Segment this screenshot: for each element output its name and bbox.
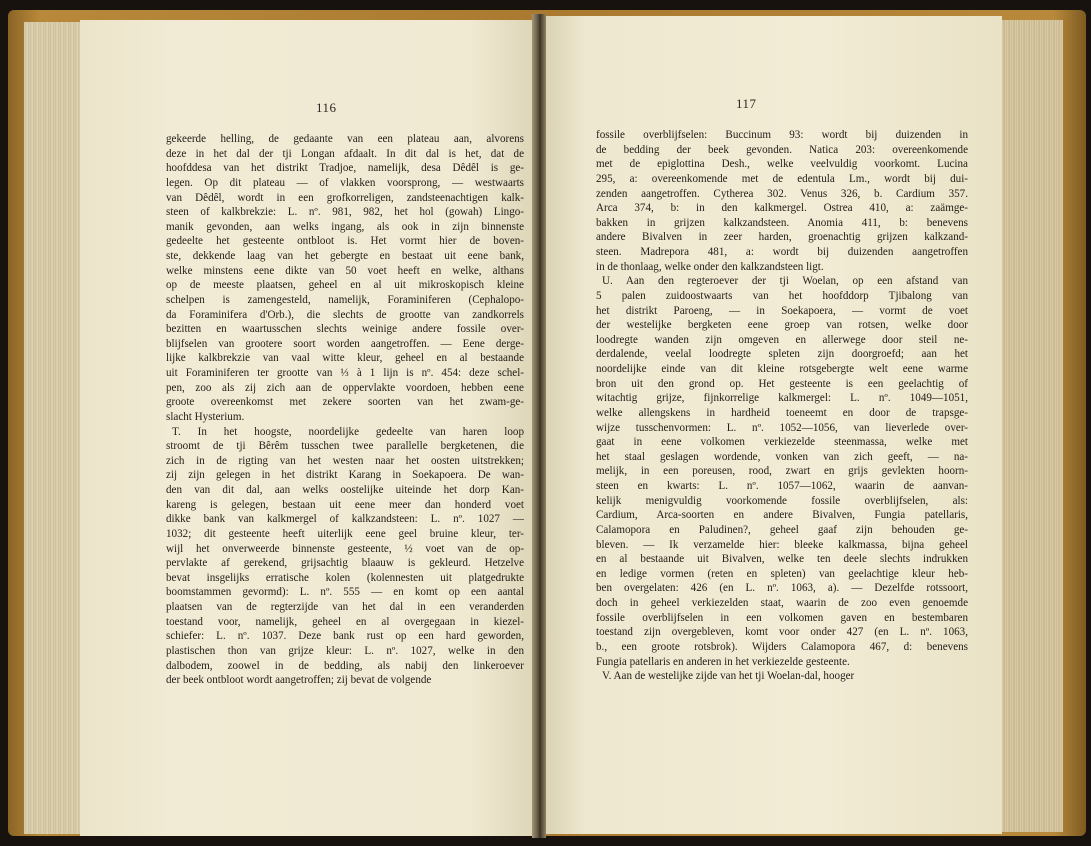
- text-line: andere Bivalven in zeer harden, groenachtig grijzen kalkzand-: [596, 231, 968, 244]
- text-line: zich in de rigting van het westen naar het oosten uitstrekken;: [166, 454, 524, 467]
- text-line: pen, zoo als zij zich aan de oppervlakte voordoen, hebben eene: [166, 381, 524, 394]
- text-line: en ledige vormen (reten en spleten) van geelachtige kleur heb-: [596, 567, 968, 580]
- text-line: lijke kalkbrekzie van vaal witte kleur, geheel en al bestaande: [166, 352, 524, 365]
- text-line: 1032; dit gesteente heeft uiterlijk eene geel bruine kleur, ter-: [166, 527, 524, 540]
- text-line: Cardium, Arca-soorten en andere Bivalven, Fungia patellaris,: [596, 509, 968, 522]
- text-line: slacht Hysterium.: [166, 410, 245, 423]
- text-line: en al bestaande uit Bivalven, welke ten deele slechts indrukken: [596, 553, 968, 566]
- text-line: plaatsen van de regterzijde van het dal in een veranderden: [166, 601, 524, 613]
- text-line: 295, a: overeenkomende met de edentula Lm., wordt bij dui-: [596, 172, 968, 185]
- text-line: V. Aan de westelijke zijde van het tji Woelan-dal, hooger: [602, 670, 855, 683]
- text-line: op de meeste plaatsen, geheel en al uit mikroskopisch kleine: [166, 279, 524, 292]
- text-line: bezitten en waartusschen slechts weinige andere fossile over-: [166, 323, 524, 336]
- text-line: steen. Madrepora 481, a: wordt bij duizenden aangetroffen: [596, 246, 968, 258]
- text-line: bleven. — Ik verzamelde hier: bleeke kalkmassa, bijna geheel: [596, 538, 968, 551]
- text-line: manik gevonden, aan welks ingang, als ook in zijn binnenste: [166, 220, 524, 233]
- text-line: derdalende, veelal loodregte spleten zijn doorgroefd; aan het: [596, 348, 968, 361]
- text-line: der beek ontbloot wordt aangetroffen; zij bevat de volgende: [166, 674, 432, 687]
- text-line: bevat insgelijks erratische kolen (kolennesten uit platgedrukte: [166, 571, 524, 584]
- body-text: [166, 132, 524, 688]
- text-line: melijk, in een poreusen, rood, zwart en grijs gevlekten hoorn-: [596, 465, 968, 478]
- text-line: witachtig grijze, fijnkorrelige kalkmergel: L. nº. 1049—1051,: [596, 392, 968, 405]
- text-line: hoofddesa van het distrikt Tradjoe, namelijk, desa Dêdêl is ge-: [166, 162, 524, 175]
- text-line: steen of kalkbrekzie: L. nº. 981, 982, het hol (gowah) Lingo-: [166, 206, 524, 219]
- text-line: welke minstens eene dikte van 50 voet heeft en welke, althans: [166, 264, 524, 277]
- text-line: welke allengskens in hardheid toeneemt en door de trapsge-: [596, 406, 968, 419]
- right-page: [540, 16, 1002, 834]
- page-number: 116: [316, 100, 337, 115]
- text-line: de bedding der beek gevonden. Natica 203: overeenkomende: [596, 143, 968, 156]
- text-line: fossile overblijfselen: Buccinum 93: wordt bij duizenden in: [596, 129, 968, 141]
- text-line: fossile overblijfselen in een volkomen gaven en bestembaren: [596, 611, 968, 624]
- text-line: boomstammen gevormd): L. nº. 555 — en komt op een aantal: [166, 586, 524, 599]
- text-line: der westelijke bergketen eene groep van rotsen, welke door: [596, 319, 968, 332]
- text-line: kelijk menigvuldig voorkomende fossile overblijfselen, als:: [596, 494, 968, 507]
- text-line: wijl het onverweerde binnenste gesteente, ½ voet van de op-: [166, 542, 524, 555]
- page-edges-right: [1000, 20, 1063, 832]
- text-line: in de thonlaag, welke onder den kalkzandsteen ligt.: [596, 260, 824, 273]
- text-line: groote overeenkomst met zekere soorten van het zwam-ge-: [166, 396, 524, 409]
- text-line: U. Aan den regteroever der tji Woelan, op een afstand van: [602, 275, 968, 288]
- text-line: wijze tusschenvormen: L. nº. 1052—1056, van lieverlede over-: [596, 421, 968, 434]
- text-line: ste, dekkende laag van het gebergte en bestaat uit eene bank,: [166, 250, 524, 262]
- text-line: plastischen thon van grijze kleur: L. nº. 1027, welke in den: [166, 644, 524, 657]
- text-line: Arca 374, b: in den kalkmergel. Ostrea 410, a: zaämge-: [596, 202, 968, 215]
- text-line: pervlakte af gerekend, grijsachtig blaauw is gekleurd. Hetzelve: [166, 557, 524, 570]
- text-line: deze in het dal der tji Longan afdaalt. In dit dal is het, dat de: [166, 147, 524, 160]
- text-line: stroomt de tji Bêrêm tusschen twee parallelle bergketenen, die: [166, 440, 524, 453]
- text-line: zij zijn gelegen in het distrikt Karang in Soekapoera. De wan-: [166, 469, 524, 482]
- text-line: Fungia patellaris en anderen in het verkiezelde gesteente.: [596, 655, 850, 668]
- text-line: dalbodem, zoowel in de bedding, als nabij den linkeroever: [166, 659, 524, 672]
- book-gutter: [532, 14, 546, 838]
- text-line: dikke bank van kalkmergel of kalkzandsteen: L. nº. 1027 —: [166, 513, 524, 526]
- text-line: uit Foraminiferen ter grootte van ⅓ à 1 lijn is nº. 454: deze schel-: [166, 367, 524, 379]
- text-line: het staal geslagen wordende, vonken van zich geeft, — na-: [596, 450, 968, 463]
- text-line: noordelijke einde van dit kleine rotsgebergte welt eene warme: [596, 363, 968, 375]
- text-line: zenden aangetroffen. Cytherea 302. Venus 326, b. Cardium 357.: [596, 187, 968, 200]
- text-line: legen. Op dit plateau — of vlakken voorsprong, — westwaarts: [166, 176, 524, 189]
- left-page: [80, 20, 538, 836]
- text-line: Calamopora en Paludinen?, geheel gaaf zijn behouden ge-: [596, 523, 968, 536]
- text-line: van Dêdêl, wordt in een grofkorreligen, zandsteenachtigen kalk-: [166, 191, 524, 204]
- text-line: da Foraminifera d'Orb.), die slechts de grootte van zandkorrels: [166, 308, 524, 321]
- text-line: b., een groote rotsbrok). Wijders Calamopora 467, d: benevens: [596, 640, 968, 653]
- text-line: schiefer: L. nº. 1037. Deze bank rust op een hard geworden,: [166, 630, 524, 643]
- text-line: gaat in eene volkomen verkiezelde steenmassa, welke met: [596, 436, 968, 449]
- text-line: bakken in grijzen kalkzandsteen. Anomia 411, b: benevens: [596, 216, 968, 229]
- text-line: loodregte wanden zijn omgeven en allerwege door steil ne-: [596, 333, 968, 346]
- text-line: het distrikt Paroeng, — in Soekapoera, — vormt de voet: [596, 304, 968, 317]
- text-line: blijfselen van grootere soort worden aangetroffen. — Eene derge-: [166, 337, 524, 350]
- text-line: met de epiglottina Desh., welke veelvuldig voorkomt. Lucina: [596, 158, 968, 171]
- text-line: 5 palen zuidoostwaarts van het hoofddorp Tjibalong van: [596, 289, 968, 302]
- text-line: toestand voor, namelijk, geheel en al overgegaan in kiezel-: [166, 615, 524, 628]
- text-line: T. In het hoogste, noordelijke gedeelte van haren loop: [172, 425, 524, 438]
- text-line: schelpen is zamengesteld, namelijk, Foraminiferen (Cephalopo-: [166, 293, 524, 306]
- text-line: steen en kwarts: L. nº. 1057—1062, waarin de aanvan-: [596, 480, 968, 492]
- text-line: ben overgelaten: 426 (en L. nº. 1063, a). — Dezelfde rotssoort,: [596, 582, 968, 595]
- text-line: doch in geheel verkiezelden staat, waarin de zoo even genoemde: [596, 597, 968, 609]
- text-line: gedeelte het gesteente ontbloot is. Het vormt hier de boven-: [166, 235, 524, 248]
- body-text: [596, 128, 968, 684]
- text-line: bron uit den grond op. Het gesteente is een geelachtig of: [596, 377, 968, 390]
- text-line: gekeerde helling, de gedaante van een plateau aan, alvorens: [166, 133, 524, 145]
- page-edges-left: [24, 22, 83, 834]
- text-line: kareng is gelegen, bestaan uit eene meer dan honderd voet: [166, 498, 524, 511]
- text-line: toestand zijn overgebleven, komt voor onder 427 (en L. nº. 1063,: [596, 626, 968, 639]
- page-number: 117: [736, 96, 757, 111]
- text-line: den van dit dal, aan welks oostelijke uiteinde het dorp Kan-: [166, 484, 524, 496]
